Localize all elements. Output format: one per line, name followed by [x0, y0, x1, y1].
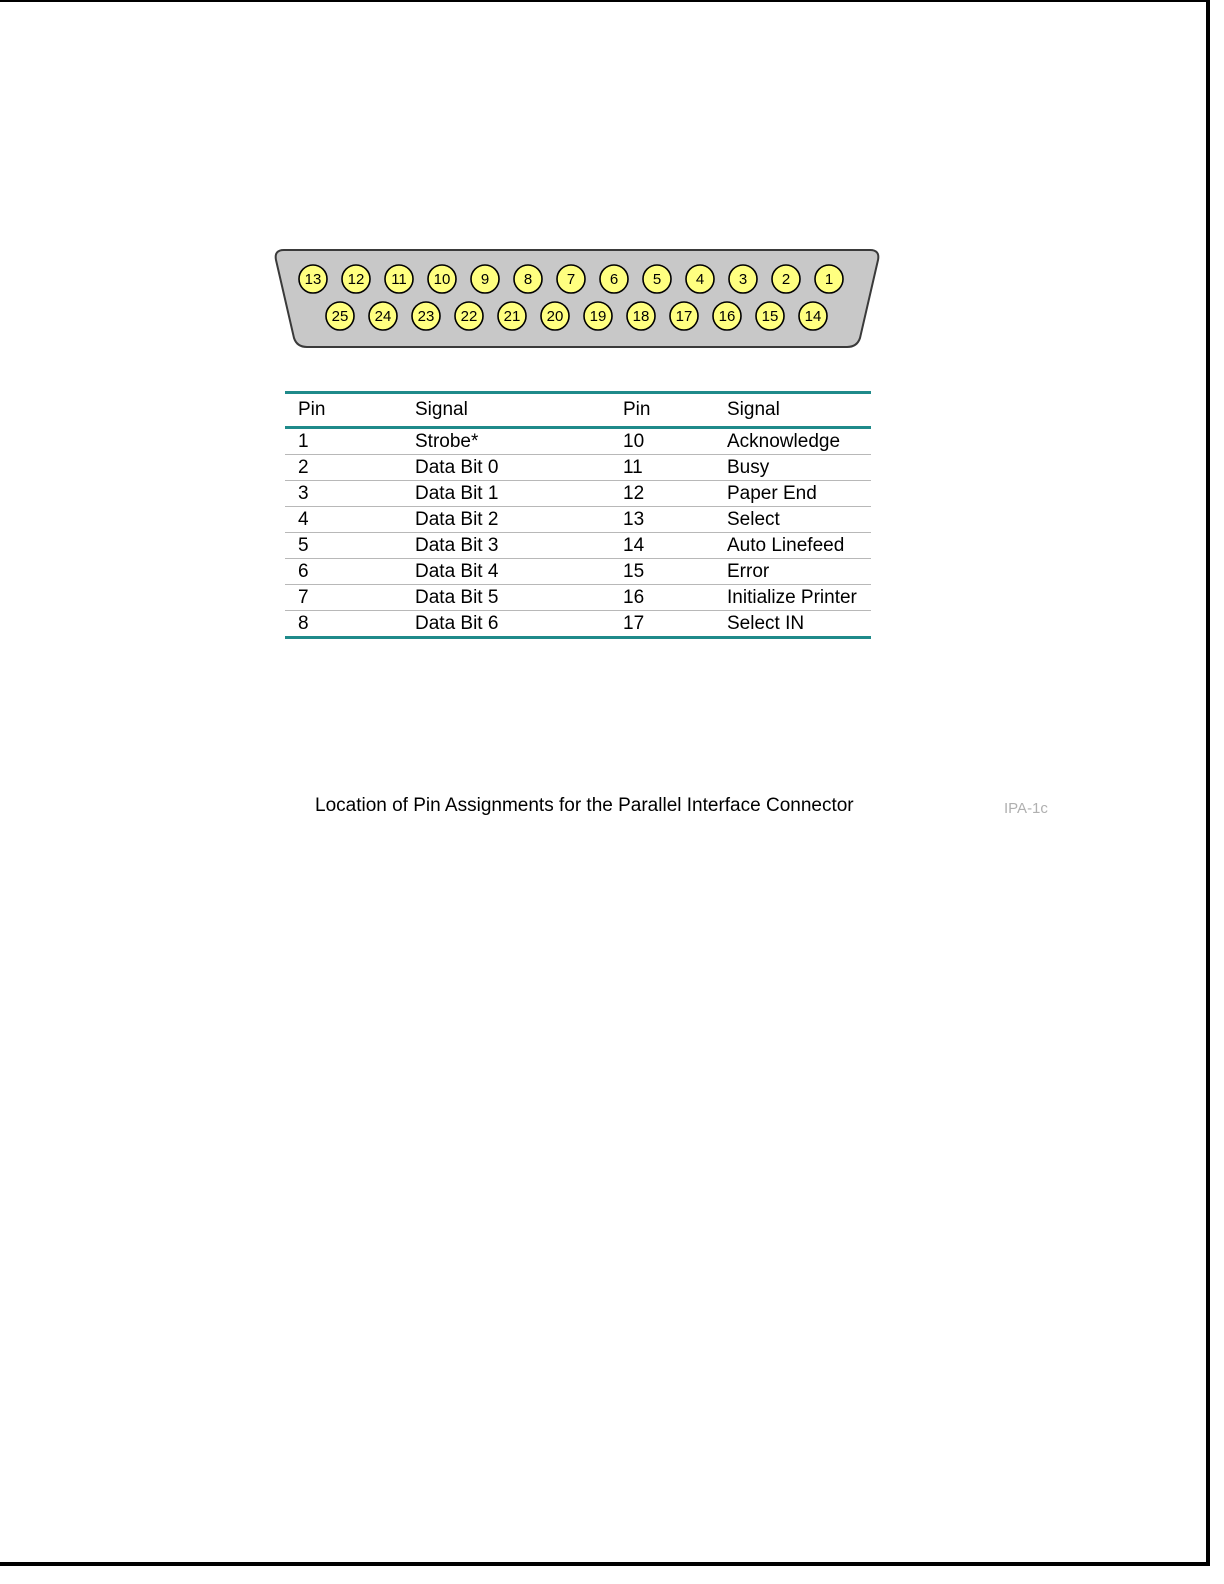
- pin-number: 24: [374, 308, 392, 325]
- connector-pin-25: [326, 302, 354, 330]
- pin-number: 9: [480, 271, 490, 288]
- connector-pin-17: [670, 302, 698, 330]
- pin-number: 2: [781, 271, 791, 288]
- pin-number: 6: [609, 271, 619, 288]
- signal-cell: Select: [727, 507, 871, 533]
- connector-pin-20: [541, 302, 569, 330]
- pin-number: 23: [417, 308, 435, 325]
- connector-pin-10: [428, 265, 456, 293]
- connector-pin-24: [369, 302, 397, 330]
- pin-cell: 16: [623, 585, 727, 611]
- connector-pin-18: [627, 302, 655, 330]
- pin-number: 10: [433, 271, 451, 288]
- page-border-right: [1206, 0, 1210, 1566]
- pin-number: 11: [391, 271, 407, 288]
- header-signal-2: Signal: [727, 393, 871, 428]
- signal-cell: Data Bit 2: [415, 507, 623, 533]
- signal-cell: Error: [727, 559, 871, 585]
- connector-pin-8: [514, 265, 542, 293]
- connector-pin-16: [713, 302, 741, 330]
- table-row: [285, 533, 871, 559]
- pin-cell: 7: [285, 585, 415, 611]
- pin-cell: 14: [623, 533, 727, 559]
- table-row: [285, 481, 871, 507]
- connector-svg: [270, 244, 884, 352]
- signal-cell: Data Bit 6: [415, 612, 499, 634]
- signal-cell: Data Bit 5: [415, 585, 623, 611]
- pin-cell: 8: [298, 612, 309, 634]
- signal-cell: Data Bit 4: [415, 559, 623, 585]
- page-border-bottom: [0, 1562, 1210, 1566]
- table-row: [285, 507, 871, 533]
- pin-number: 13: [304, 271, 322, 288]
- pin-cell: 5: [285, 533, 415, 559]
- signal-cell: Initialize Printer: [727, 585, 871, 611]
- pin-number: 19: [589, 308, 607, 325]
- connector-pin-12: [342, 265, 370, 293]
- table-row: [285, 455, 871, 481]
- signal-cell: Strobe*: [415, 428, 623, 455]
- connector-pin-2: [772, 265, 800, 293]
- signal-cell: Data Bit 0: [415, 455, 623, 481]
- connector-pin-4: [686, 265, 714, 293]
- signal-cell: Paper End: [727, 481, 871, 507]
- table-row: [285, 559, 871, 585]
- connector-pin-14: [799, 302, 827, 330]
- connector-pin-19: [584, 302, 612, 330]
- pin-number: 12: [347, 271, 365, 288]
- connector-pin-21: [498, 302, 526, 330]
- db25-connector-diagram: [270, 244, 884, 352]
- pin-cell: 6: [285, 559, 415, 585]
- pin-number: 20: [546, 308, 564, 325]
- pin-number: 3: [738, 271, 748, 288]
- pin-cell: 12: [623, 481, 727, 507]
- pin-cell: 10: [623, 428, 727, 455]
- figure-caption: Location of Pin Assignments for the Parallel Interface Connector: [315, 795, 854, 816]
- pin-cell: 4: [285, 507, 415, 533]
- page-border-top: [0, 0, 1210, 2]
- header-pin-2: Pin: [623, 393, 727, 428]
- pin-cell: 17: [623, 612, 645, 634]
- pin-number: 15: [761, 308, 779, 325]
- pin-number: 1: [824, 271, 834, 288]
- signal-cell: Data Bit 3: [415, 533, 623, 559]
- pin-number: 21: [503, 308, 521, 325]
- table-header-row: [285, 393, 871, 428]
- signal-cell: Select IN: [727, 612, 805, 634]
- pin-number: 7: [566, 271, 576, 288]
- pin-number: 4: [695, 271, 705, 288]
- pin-number: 8: [523, 271, 533, 288]
- connector-pin-13: [299, 265, 327, 293]
- figure-code: IPA-1c: [1004, 800, 1048, 817]
- pin-number: 22: [460, 308, 478, 325]
- header-pin-1: Pin: [285, 393, 415, 428]
- connector-pin-23: [412, 302, 440, 330]
- connector-pin-5: [643, 265, 671, 293]
- pin-number: 5: [652, 271, 662, 288]
- connector-pin-9: [471, 265, 499, 293]
- pin-number: 17: [675, 308, 693, 325]
- pin-number: 18: [632, 308, 650, 325]
- connector-pin-15: [756, 302, 784, 330]
- table-row: [285, 585, 871, 611]
- table-row: [285, 611, 871, 638]
- pin-assignment-table: [285, 391, 871, 639]
- connector-pin-6: [600, 265, 628, 293]
- pin-number: 25: [331, 308, 349, 325]
- pin-cell: 2: [285, 455, 415, 481]
- pin-cell: 3: [285, 481, 415, 507]
- connector-pin-3: [729, 265, 757, 293]
- pin-cell: 15: [623, 559, 727, 585]
- table-row: [285, 428, 871, 455]
- connector-pin-22: [455, 302, 483, 330]
- pin-cell: 13: [623, 507, 727, 533]
- pin-cell: 11: [623, 455, 727, 481]
- pin-cell: 1: [285, 428, 415, 455]
- pin-number: 14: [804, 308, 822, 325]
- pin-number: 16: [718, 308, 736, 325]
- connector-pin-7: [557, 265, 585, 293]
- signal-cell: Data Bit 1: [415, 481, 623, 507]
- connector-pin-1: [815, 265, 843, 293]
- header-signal-1: Signal: [415, 393, 623, 428]
- signal-cell: Auto Linefeed: [727, 533, 871, 559]
- signal-cell: Busy: [727, 455, 871, 481]
- signal-cell: Acknowledge: [727, 428, 871, 455]
- connector-pin-11: [385, 265, 413, 293]
